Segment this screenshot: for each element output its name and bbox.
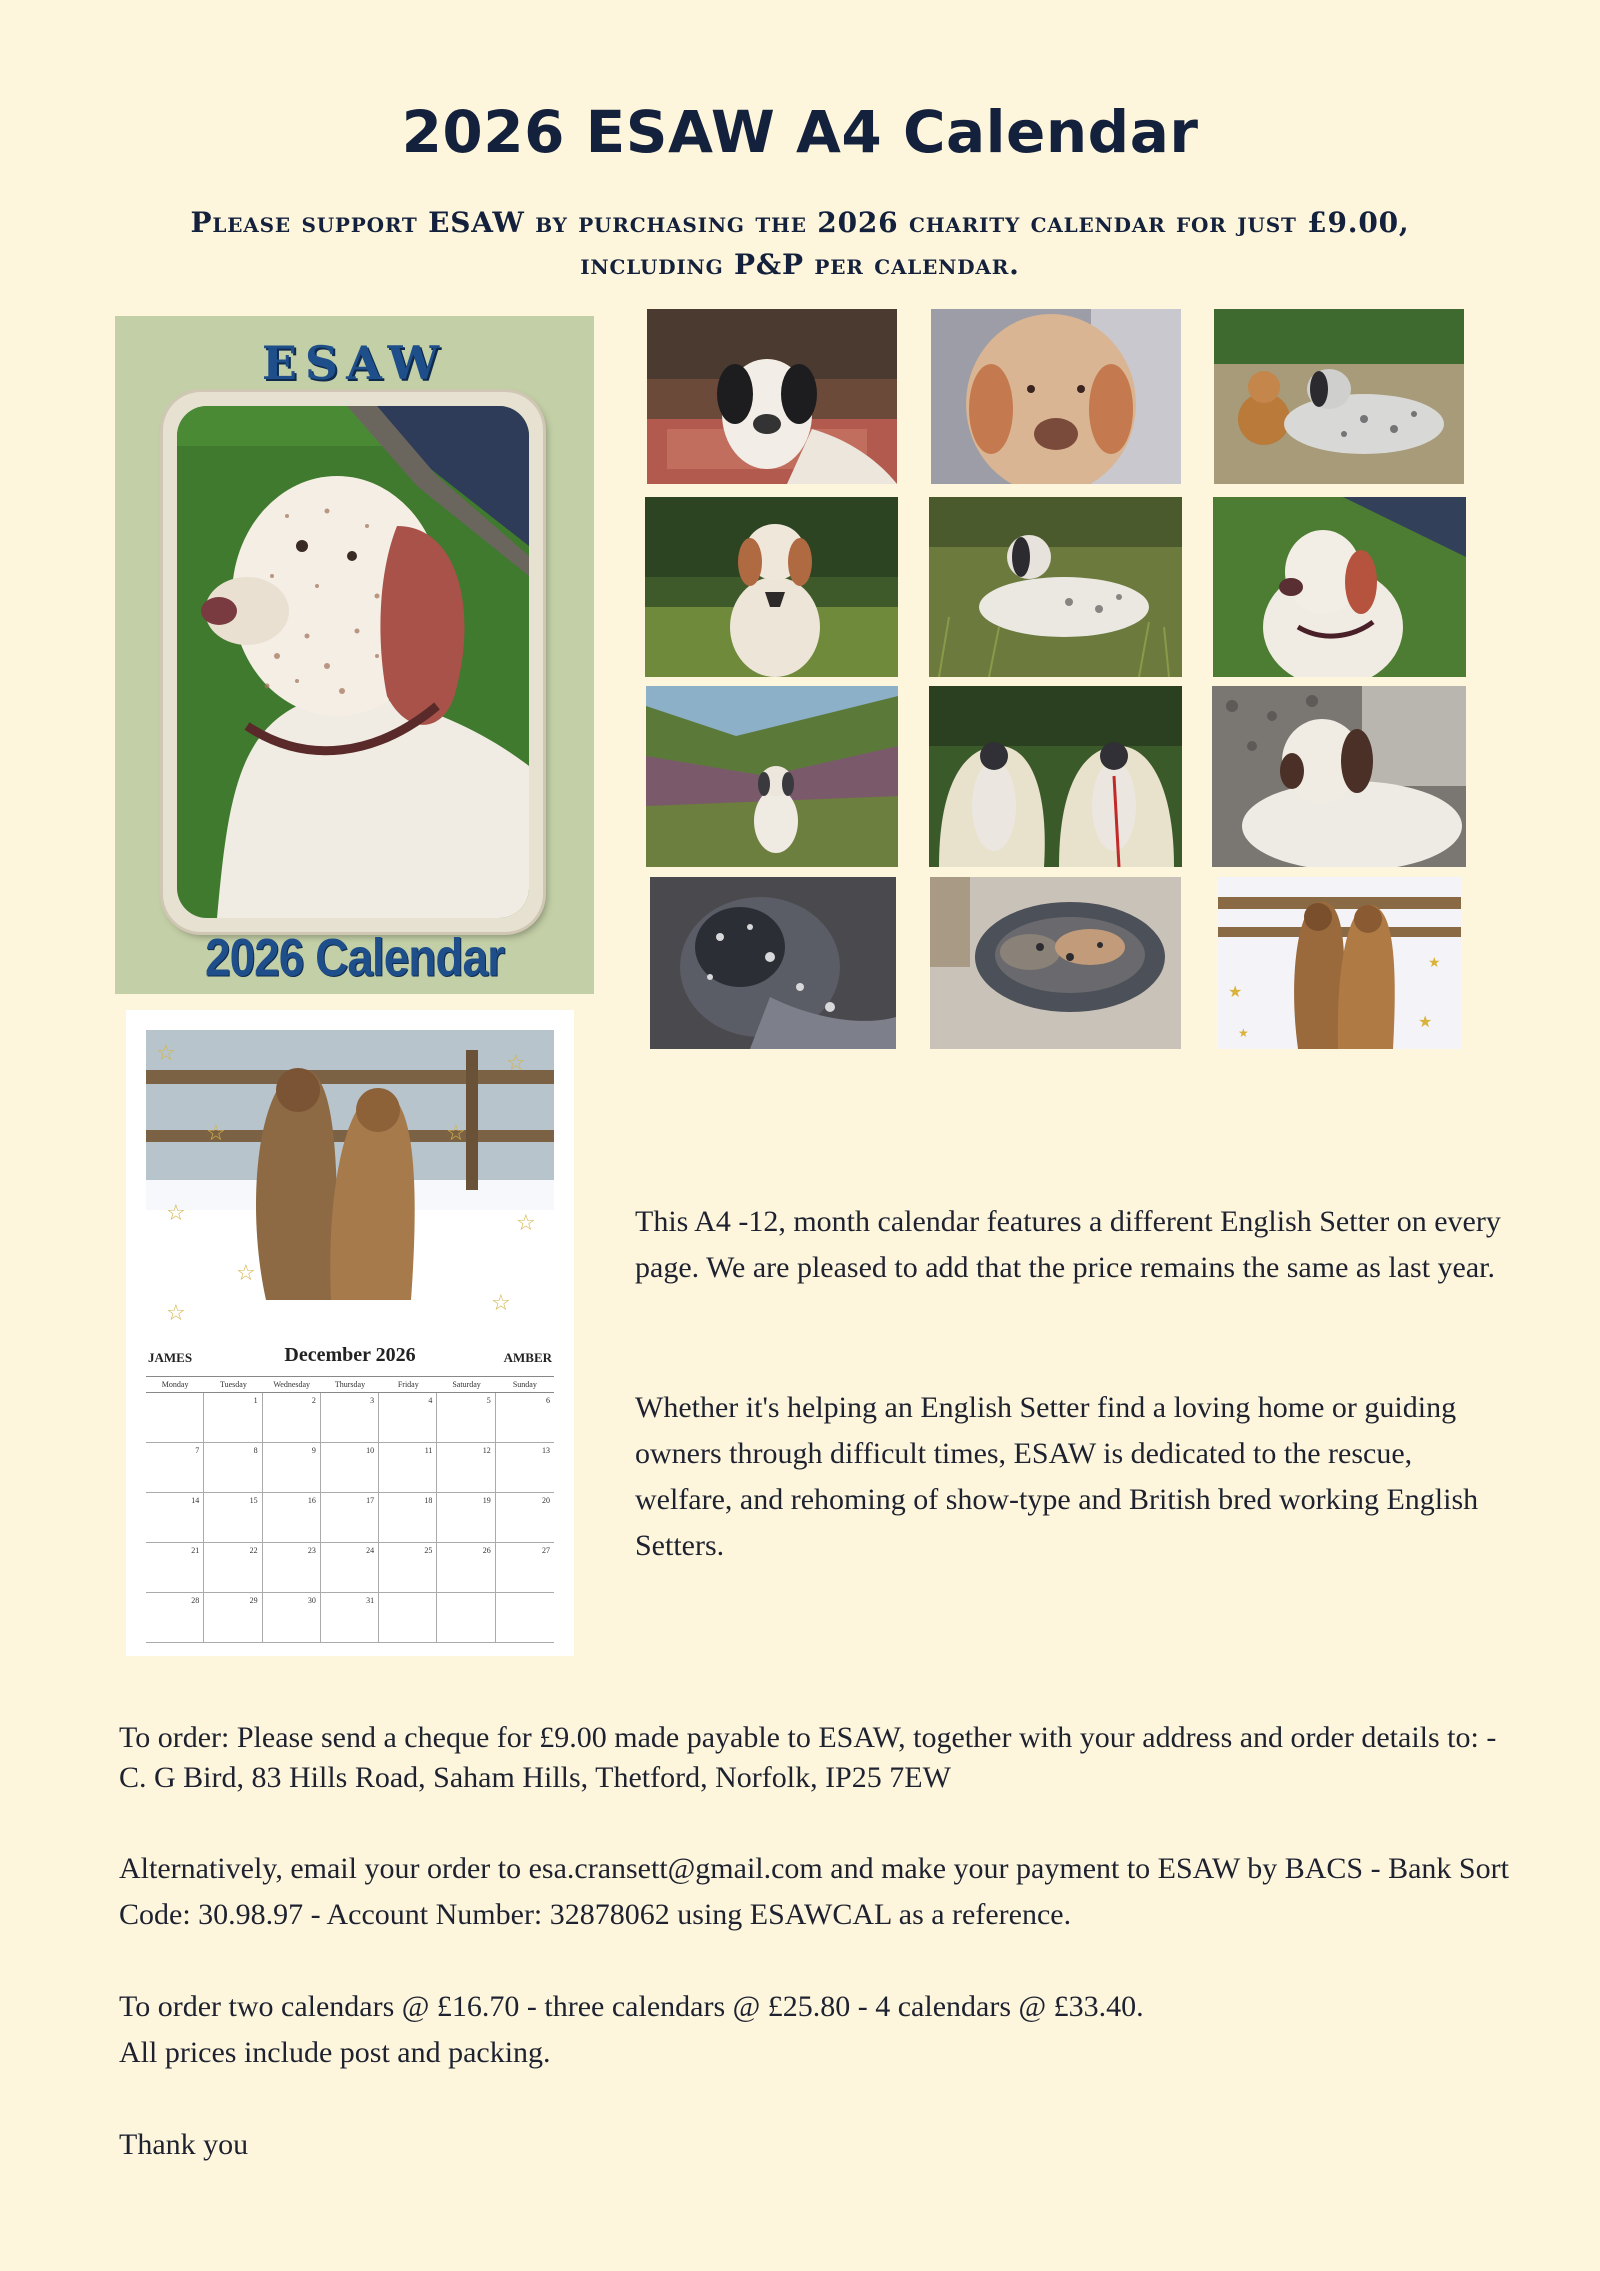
setter-photo-7 [646, 686, 898, 867]
svg-text:☆: ☆ [206, 1121, 226, 1146]
setter-photo-5 [929, 497, 1182, 677]
calendar-day-cell [321, 1443, 379, 1493]
calendar-day-number: 22 [249, 1546, 258, 1555]
calendar-day-cell [263, 1593, 321, 1643]
calendar-cover [115, 316, 594, 994]
setter-photo-3 [1214, 309, 1464, 484]
calendar-day-number: 30 [307, 1596, 316, 1605]
page-title: 2026 ESAW A4 Calendar [401, 98, 1199, 166]
weekday-label: Tuesday [204, 1377, 262, 1393]
calendar-day-cell [321, 1593, 379, 1643]
setter-photo-1 [647, 309, 897, 484]
setter-photo-2 [931, 309, 1181, 484]
cover-photo-frame [163, 392, 543, 932]
setter-photo-11 [930, 877, 1181, 1049]
december-dogs-photo [146, 1030, 554, 1342]
order-by-email-text: Alternatively, email your order to esa.cransett@gmail.com and make your payment to ESAW by BACS - Bank Sort Code: 30.98.97 - Account Number: 32878062 using ESAWCAL as a reference. [119, 1852, 1509, 1931]
calendar-day-number: 26 [482, 1546, 491, 1555]
order-by-post-text: To order: Please send a cheque for £9.00 made payable to ESAW, together with your address and order details to: - C. G Bird, 83 Hills Road, Saham Hills, Thetford, Norfolk, IP25 7EW [119, 1721, 1497, 1794]
svg-text:★: ★ [1228, 984, 1243, 1001]
setter-photo-6 [1213, 497, 1466, 677]
calendar-day-cell [263, 1443, 321, 1493]
calendar-day-cell [263, 1493, 321, 1543]
svg-text:☆: ☆ [166, 1301, 186, 1326]
calendar-day-cell [146, 1593, 204, 1643]
calendar-day-cell [437, 1543, 495, 1593]
page-subtitle: Please support ESAW by purchasing the 2026 charity calendar for just £9.00, including P&P per calendar. [190, 206, 1410, 281]
calendar-day-number: 2 [311, 1396, 316, 1405]
calendar-day-cell [321, 1543, 379, 1593]
weekday-label: Thursday [321, 1377, 379, 1393]
postage-note: All prices include post and packing. [119, 2036, 551, 2069]
cover-dog-photo [177, 406, 529, 918]
calendar-day-number: 29 [249, 1596, 258, 1605]
weekday-label: Saturday [437, 1377, 495, 1393]
weekday-label: Friday [379, 1377, 437, 1393]
calendar-day-number: 31 [366, 1596, 375, 1605]
calendar-day-number: 17 [366, 1496, 375, 1505]
calendar-day-number: 24 [366, 1546, 375, 1555]
calendar-day-cell [321, 1493, 379, 1543]
calendar-day-number: 5 [486, 1396, 491, 1405]
calendar-day-number: 11 [424, 1446, 433, 1455]
december-title: December 2026 [284, 1344, 416, 1366]
calendar-day-number: 9 [311, 1446, 316, 1455]
calendar-day-number: 1 [253, 1396, 258, 1405]
calendar-day-cell [437, 1443, 495, 1493]
calendar-day-number: 14 [191, 1496, 200, 1505]
setter-photo-4 [645, 497, 898, 677]
calendar-day-cell [379, 1543, 437, 1593]
calendar-day-cell [146, 1543, 204, 1593]
svg-text:★: ★ [1428, 956, 1441, 971]
calendar-day-cell [496, 1443, 554, 1493]
calendar-day-number: 6 [545, 1396, 550, 1405]
svg-text:☆: ☆ [166, 1201, 186, 1226]
setter-photo-10 [650, 877, 896, 1049]
left-dog-name: JAMES [148, 1350, 193, 1365]
weekday-label: Sunday [496, 1377, 554, 1393]
calendar-day-number: 28 [191, 1596, 200, 1605]
calendar-day-cell [146, 1493, 204, 1543]
description-paragraph-2: Whether it's helping an English Setter find a loving home or guiding owners through difficult times, ESAW is dedicated to the rescue, welfare, and rehoming of show-type and British bred working English Setters. [635, 1391, 1479, 1562]
calendar-day-cell [496, 1493, 554, 1543]
thank-you-text: Thank you [119, 2128, 249, 2161]
calendar-day-cell [204, 1493, 262, 1543]
calendar-day-cell [263, 1393, 321, 1443]
calendar-day-cell [204, 1593, 262, 1643]
calendar-day-number: 8 [253, 1446, 258, 1455]
calendar-day-cell [496, 1393, 554, 1443]
calendar-day-cell [379, 1493, 437, 1543]
setter-photo-8 [929, 686, 1182, 867]
calendar-day-cell [204, 1393, 262, 1443]
calendar-day-cell [379, 1393, 437, 1443]
calendar-day-cell [263, 1543, 321, 1593]
description-paragraph-1: This A4 -12, month calendar features a different English Setter on every page. We are pleased to add that the price remains the same as last year. [635, 1205, 1501, 1284]
calendar-day-number: 25 [424, 1546, 433, 1555]
multiple-order-prices: To order two calendars @ £16.70 - three calendars @ £25.80 - 4 calendars @ £33.40. [119, 1990, 1144, 2023]
calendar-day-cell [437, 1393, 495, 1443]
calendar-day-cell [379, 1443, 437, 1493]
setter-photo-12 [1218, 877, 1461, 1049]
calendar-day-number: 15 [249, 1496, 258, 1505]
calendar-day-cell [204, 1443, 262, 1493]
calendar-day-cell [379, 1593, 437, 1643]
calendar-day-cell [437, 1593, 495, 1643]
cover-brand-text: ESAW [261, 336, 448, 390]
december-grid [146, 1376, 554, 1643]
svg-text:☆: ☆ [156, 1041, 176, 1066]
calendar-day-cell [204, 1543, 262, 1593]
calendar-day-cell [146, 1393, 204, 1443]
weekday-label: Wednesday [263, 1377, 321, 1393]
svg-text:★: ★ [1238, 1026, 1249, 1040]
svg-text:☆: ☆ [446, 1121, 466, 1146]
calendar-day-cell [496, 1593, 554, 1643]
calendar-day-cell [437, 1493, 495, 1543]
calendar-day-number: 20 [541, 1496, 550, 1505]
calendar-day-number: 13 [541, 1446, 550, 1455]
setter-photo-9 [1212, 686, 1466, 867]
svg-text:★: ★ [1418, 1014, 1433, 1031]
calendar-day-number: 4 [428, 1396, 433, 1405]
calendar-day-number: 7 [195, 1446, 200, 1455]
december-sample-page [126, 1010, 574, 1656]
svg-text:☆: ☆ [236, 1261, 256, 1286]
calendar-day-cell [146, 1443, 204, 1493]
svg-text:☆: ☆ [506, 1051, 526, 1076]
calendar-day-cell [321, 1393, 379, 1443]
calendar-day-number: 27 [541, 1546, 550, 1555]
calendar-day-number: 12 [482, 1446, 491, 1455]
calendar-day-number: 19 [482, 1496, 491, 1505]
calendar-day-number: 3 [370, 1396, 375, 1405]
svg-text:☆: ☆ [516, 1211, 536, 1236]
calendar-day-number: 16 [307, 1496, 316, 1505]
calendar-day-number: 23 [307, 1546, 316, 1555]
calendar-day-number: 10 [366, 1446, 375, 1455]
right-dog-name: AMBER [503, 1350, 552, 1365]
calendar-day-number: 21 [191, 1546, 200, 1555]
december-header [146, 1340, 554, 1376]
cover-year-label: 2026 Calendar [205, 927, 504, 987]
calendar-day-number: 18 [424, 1496, 433, 1505]
svg-text:☆: ☆ [491, 1291, 511, 1316]
calendar-day-cell [496, 1543, 554, 1593]
weekday-label: Monday [146, 1377, 204, 1393]
